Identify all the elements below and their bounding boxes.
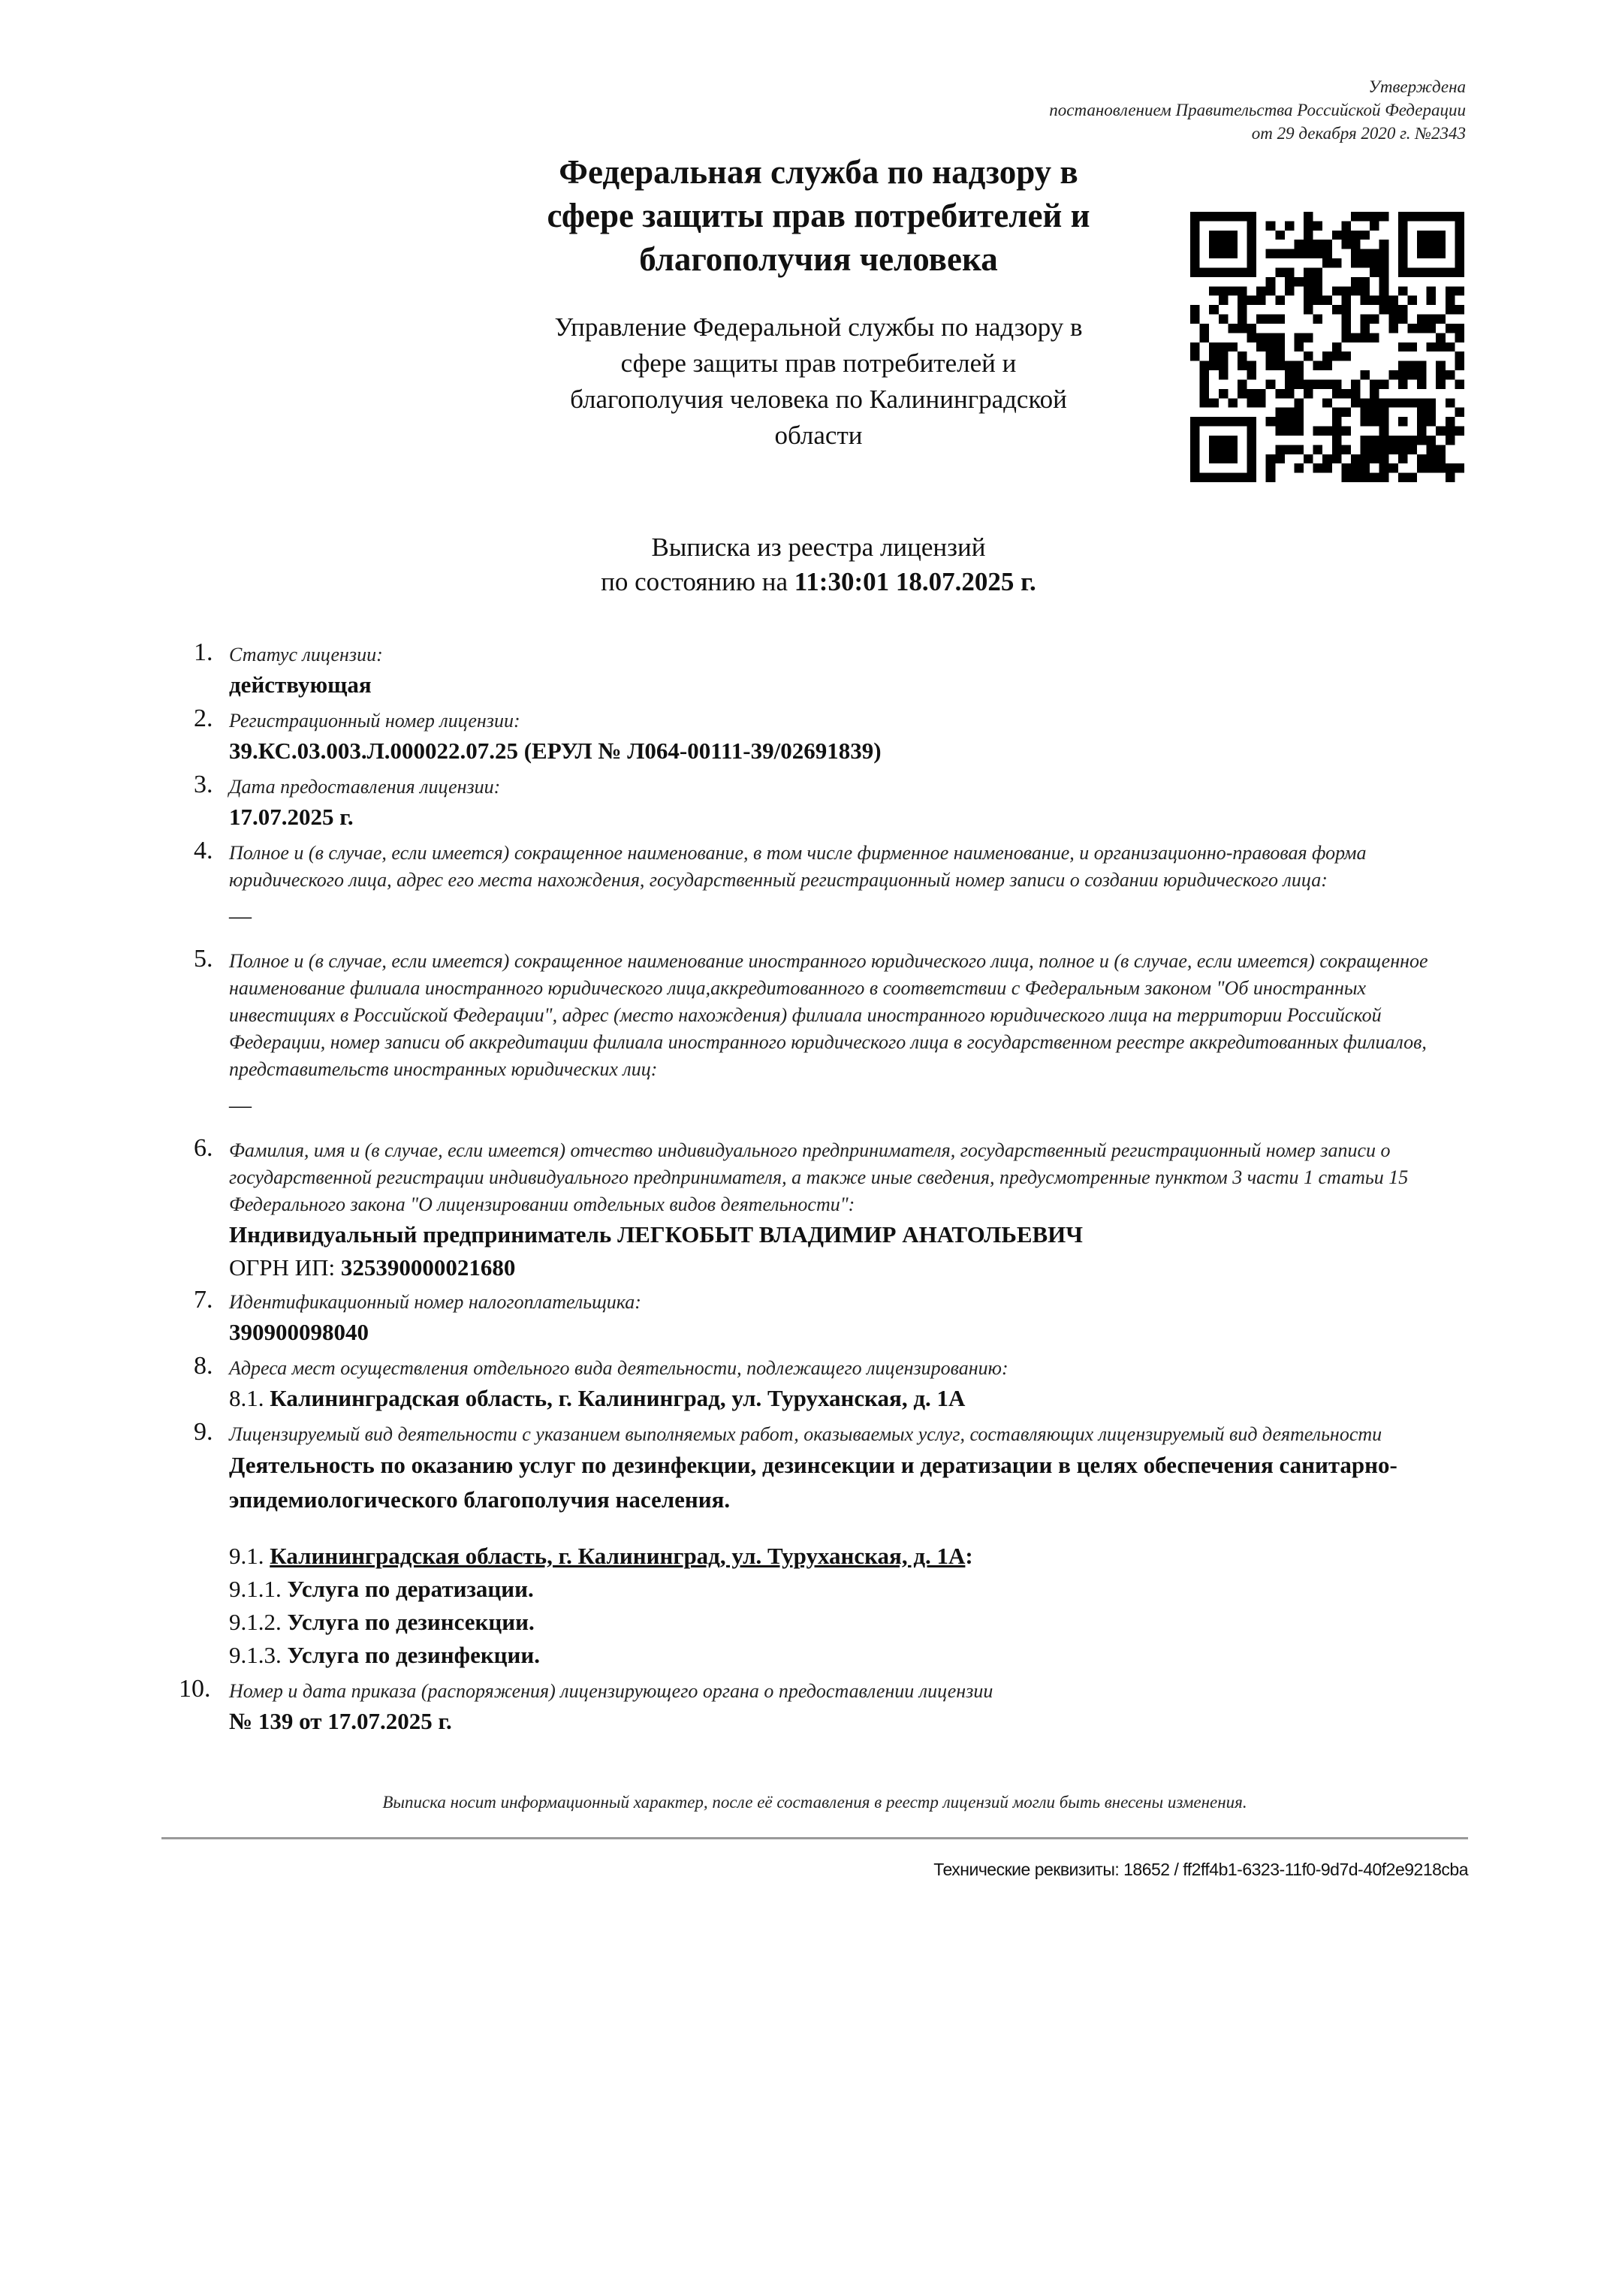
regional-office: [488, 309, 1149, 454]
item-label: Номер и дата приказа (распоряжения) лицензирующего органа о предоставлении лицензии: [229, 1680, 993, 1702]
regional-office-line: Управление Федеральной службы по надзору в: [554, 312, 1083, 342]
service-value: Услуга по дезинфекции.: [287, 1642, 541, 1668]
service-entry: [229, 1573, 1468, 1606]
extract-as-of: [481, 565, 1156, 599]
legal-entity-value: —: [229, 904, 252, 928]
qr-code-icon: [1190, 212, 1464, 482]
ogrn-line: [229, 1251, 1468, 1284]
item-entrepreneur: [0, 1134, 1622, 1284]
item-label: Полное и (в случае, если имеется) сокращенное наименование иностранного юридического лица, полное и (в случае, если имеется) сокращенное наименование филиала иностранного юридического лица,аккредитованного в соответствии с Федеральным законом "Об иностранных инвестициях в Российской Федерации", адрес (место нахождения) филиала иностранного юридического лица на территории Российской Федерации, номер записи об аккредитации филиала иностранного юридического лица в государственном реестре аккредитованных филиалов, представительств иностранных юридических лиц:: [229, 950, 1428, 1080]
item-inn: [0, 1286, 1622, 1349]
activity-address-number: 9.1.: [229, 1543, 264, 1569]
item-label: Статус лицензии:: [229, 644, 383, 665]
disclaimer: Выписка носит информационный характер, после её составления в реестр лицензий могли быть внесены изменения.: [382, 1793, 1247, 1812]
as-of-label: по состоянию на: [601, 567, 788, 596]
item-number: 7.: [194, 1286, 213, 1314]
item-order: [0, 1675, 1622, 1738]
item-activity: [0, 1418, 1622, 1672]
agency-title-line: благополучия человека: [639, 240, 998, 278]
item-label: Фамилия, имя и (в случае, если имеется) отчество индивидуального предпринимателя, государственный регистрационный номер записи о государственной регистрации индивидуального предпринимателя, а также иные сведения, предусмотренные пунктом 3 части 1 статьи 15 Федерального закона "О лицензировании отдельных видов деятельности":: [229, 1139, 1409, 1215]
item-legal-entity: [0, 837, 1622, 931]
item-number: 3.: [194, 771, 213, 798]
activity-value: Деятельность по оказанию услуг по дезинфекции, дезинсекции и дератизации в целях обеспечения санитарно-эпидемиологического благополучия населения.: [229, 1452, 1397, 1513]
item-label: Лицензируемый вид деятельности с указанием выполняемых работ, оказываемых услуг, составляющих лицензируемый вид деятельности: [229, 1423, 1382, 1445]
item-addresses: [0, 1352, 1622, 1415]
item-number: 1.: [194, 638, 213, 666]
agency-title-line: Федеральная служба по надзору в: [559, 153, 1078, 191]
as-of-timestamp: 11:30:01 18.07.2025 г.: [794, 567, 1036, 596]
item-number: 8.: [194, 1352, 213, 1380]
item-issue-date: [0, 771, 1622, 834]
service-value: Услуга по дератизации.: [287, 1576, 534, 1602]
item-number: 4.: [194, 837, 213, 864]
item-label: Адреса мест осуществления отдельного вида деятельности, подлежащего лицензированию:: [229, 1357, 1008, 1379]
technical-details: Технические реквизиты: 18652 / ff2ff4b1-6323-11f0-9d7d-40f2e9218cba: [933, 1860, 1468, 1879]
regional-office-line: сфере защиты прав потребителей и: [620, 348, 1017, 378]
item-number: 9.: [194, 1418, 213, 1446]
extract-heading: Выписка из реестра лицензий: [651, 533, 986, 562]
item-label: Идентификационный номер налогоплательщика:: [229, 1291, 641, 1313]
inn-value: 390900098040: [229, 1319, 369, 1345]
ogrn-label: ОГРН ИП:: [229, 1254, 336, 1281]
item-label: Дата предоставления лицензии:: [229, 776, 501, 798]
item-number: 5.: [194, 945, 213, 973]
approval-line: от 29 декабря 2020 г. №2343: [1251, 124, 1466, 143]
license-status-value: действующая: [229, 671, 372, 698]
activity-address-colon: :: [965, 1543, 973, 1569]
service-entry: [229, 1639, 1468, 1672]
item-number: 6.: [194, 1134, 213, 1162]
foreign-entity-value: —: [229, 1093, 252, 1118]
item-label: Регистрационный номер лицензии:: [229, 710, 520, 732]
item-foreign-entity: [0, 945, 1622, 1121]
item-label: Полное и (в случае, если имеется) сокращенное наименование, в том числе фирменное наименование, и организационно-правовая форма юридического лица, адрес его места нахождения, государственный регистрационный номер записи о создании юридического лица:: [229, 842, 1367, 891]
service-value: Услуга по дезинсекции.: [287, 1609, 535, 1635]
address-value: Калининградская область, г. Калининград, ул. Туруханская, д. 1А: [270, 1385, 966, 1411]
item-registration-number: [0, 704, 1622, 768]
extract-title: [481, 530, 1156, 599]
item-number: 2.: [194, 704, 213, 732]
footer-divider: [161, 1837, 1468, 1839]
regional-office-line: области: [774, 421, 863, 450]
approval-line: постановлением Правительства Российской Федерации: [1049, 101, 1466, 119]
approval-line: Утверждена: [1368, 77, 1466, 96]
registration-number-value: 39.КС.03.003.Л.000022.07.25 (ЕРУЛ № Л064-00111-39/02691839): [229, 738, 882, 764]
agency-title: [481, 150, 1156, 281]
approval-note: [1049, 75, 1466, 145]
service-number: 9.1.2.: [229, 1609, 282, 1635]
activity-address-value: Калининградская область, г. Калининград, ул. Туруханская, д. 1А: [270, 1543, 966, 1569]
agency-title-line: сфере защиты прав потребителей и: [547, 197, 1090, 234]
activity-address: [229, 1540, 1468, 1573]
service-entry: [229, 1606, 1468, 1639]
entrepreneur-name: Индивидуальный предприниматель ЛЕГКОБЫТ ВЛАДИМИР АНАТОЛЬЕВИЧ: [229, 1221, 1084, 1248]
address-number: 8.1.: [229, 1385, 264, 1411]
order-value: № 139 от 17.07.2025 г.: [229, 1708, 452, 1734]
item-number: 10.: [179, 1675, 211, 1703]
license-items: [0, 638, 1622, 1738]
service-number: 9.1.3.: [229, 1642, 282, 1668]
issue-date-value: 17.07.2025 г.: [229, 804, 354, 830]
ogrn-value: 325390000021680: [340, 1254, 516, 1281]
service-number: 9.1.1.: [229, 1576, 282, 1602]
address-entry: [229, 1382, 1468, 1415]
item-license-status: [0, 638, 1622, 701]
regional-office-line: благополучия человека по Калининградской: [570, 385, 1067, 414]
